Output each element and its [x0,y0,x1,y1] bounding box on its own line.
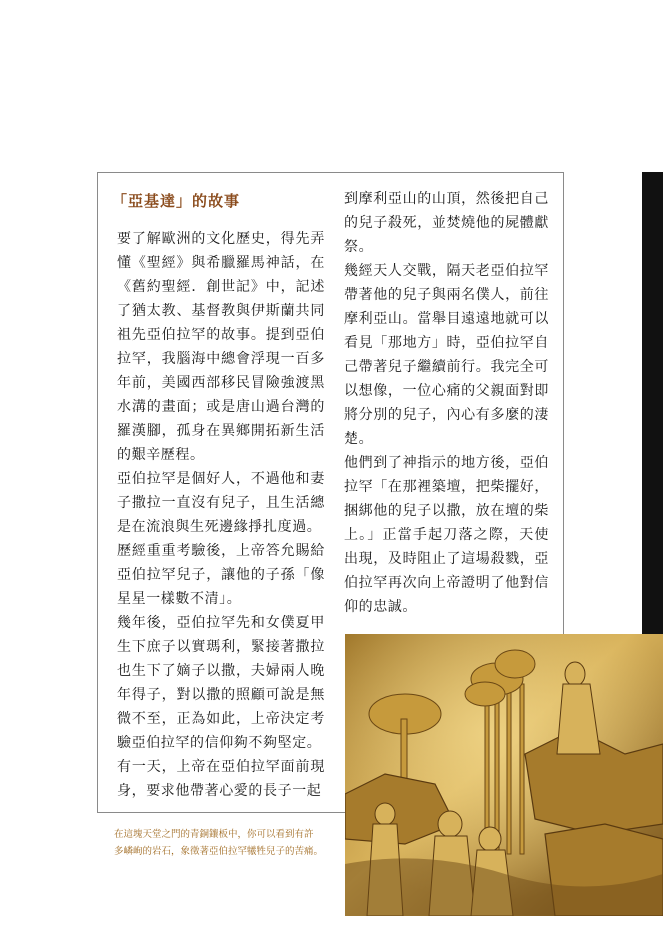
photo-caption [114,826,350,860]
paragraph: 要了解歐洲的文化歷史，得先弄懂《聖經》與希臘羅馬神話，在《舊約聖經．創世記》中，記述了猶太教、基督教與伊斯蘭共同祖先亞伯拉罕的故事。提到亞伯拉罕，我腦海中總會浮現一百多年前，美國西部移民冒險強渡黑水溝的畫面；或是唐山過台灣的羅漢腳，孤身在異鄉開拓新生活的艱辛歷程。 [117,231,325,463]
side-tab-bar [642,172,663,644]
paragraph: 幾年後，亞伯拉罕先和女僕夏甲生下庶子以實瑪利，緊接著撒拉也生下了嫡子以撒，夫婦兩人晚年得子，對以撒的照顧可說是無微不至，正為如此，上帝決定考驗亞伯拉罕的信仰夠不夠堅定。 [117,615,325,751]
caption-line: 在這塊天堂之門的青銅鑲板中，你可以看到有許 [114,829,314,840]
left-column [117,227,325,803]
article-heading: 「亞基達」的故事 [112,192,241,210]
paragraph: 歷經重重考驗後，上帝答允賜給亞伯拉罕兒子，讓他的子孫「像星星一樣數不清」。 [117,543,325,607]
bronze-panel-photo [345,634,663,916]
paragraph: 亞伯拉罕是個好人，不過他和妻子撒拉一直沒有兒子，且生活總是在流浪與生死邊緣掙扎度過。 [117,471,325,535]
right-column [344,187,549,619]
paragraph: 到摩利亞山的山頂，然後把自己的兒子殺死，並焚燒他的屍體獻祭。 [344,191,549,255]
paragraph: 他們到了神指示的地方後，亞伯拉罕「在那裡築壇，把柴擺好，捆綁他的兒子以撒，放在壇的柴上。」正當手起刀落之際，天使出現，及時阻止了這場殺戮，亞伯拉罕再次向上帝證明了他對信仰的忠誠。 [344,455,549,615]
paragraph: 幾經天人交戰，隔天老亞伯拉罕帶著他的兒子與兩名僕人，前往摩利亞山。當舉目遠遠地就可以看見「那地方」時，亞伯拉罕自己帶著兒子繼續前行。我完全可以想像，一位心痛的父親面對即將分別的兒子，內心有多麼的淒楚。 [344,263,549,447]
caption-line: 多嶙峋的岩石，象徵著亞伯拉罕犧牲兒子的苦痛。 [114,846,324,857]
paragraph: 有一天，上帝在亞伯拉罕面前現身，要求他帶著心愛的長子一起 [117,759,325,799]
